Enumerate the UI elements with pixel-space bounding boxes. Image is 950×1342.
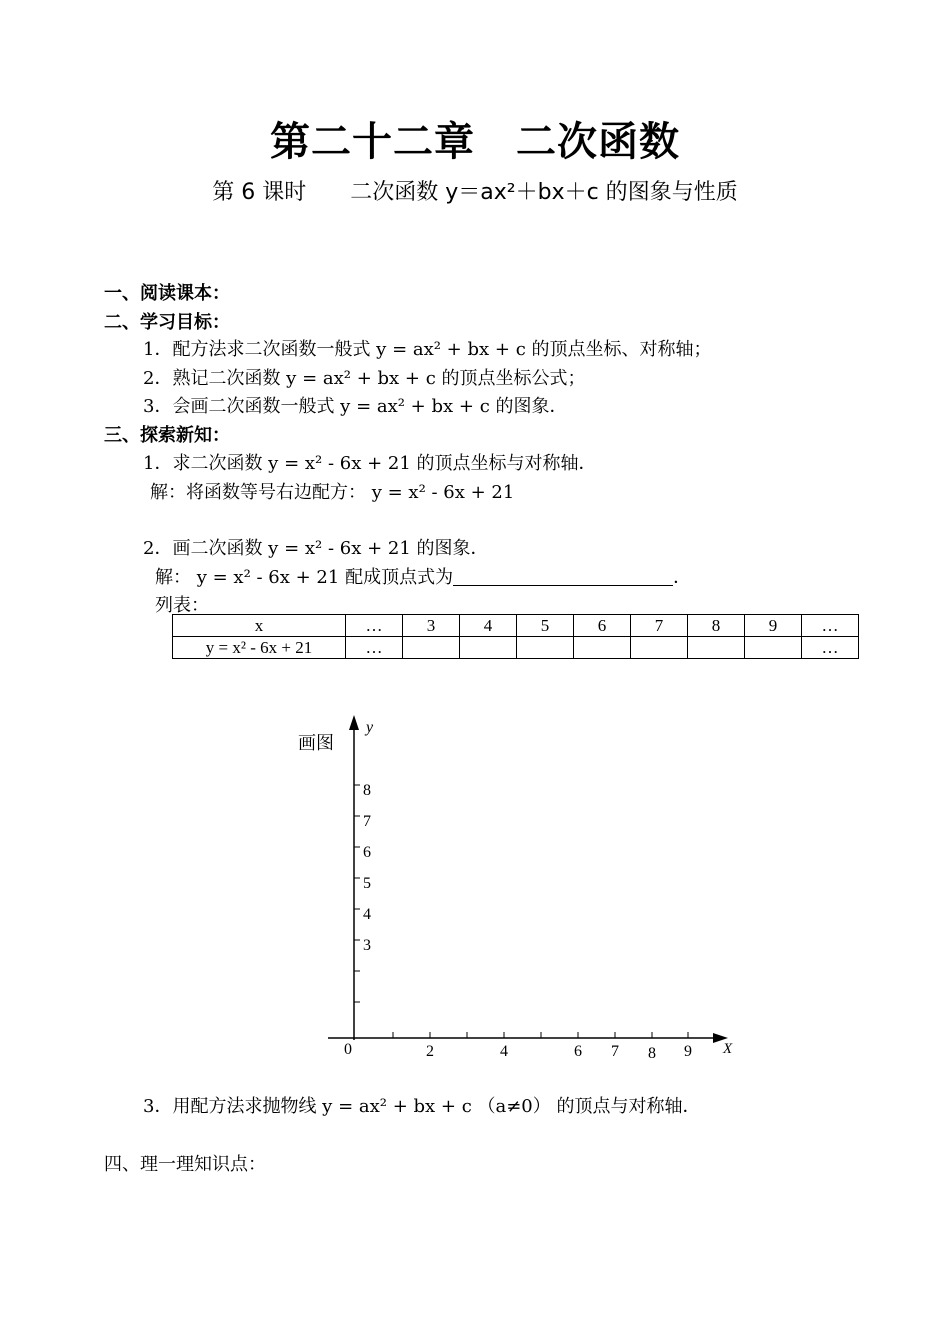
y-ticks xyxy=(354,785,360,1002)
table-cell: … xyxy=(346,637,403,659)
table-cell: y = x² - 6x + 21 xyxy=(173,637,346,659)
explore-question-3: 3．用配方法求抛物线 y = ax² + bx + c （a≠0） 的顶点与对称轴． xyxy=(143,1096,701,1117)
draw-label: 画图 xyxy=(298,733,334,754)
table-cell: 3 xyxy=(403,615,460,637)
x-tick-label: 2 xyxy=(426,1043,434,1060)
table-cell: 5 xyxy=(517,615,574,637)
table-cell: … xyxy=(802,637,859,659)
value-table xyxy=(172,614,859,659)
y-tick-label: 7 xyxy=(363,813,371,830)
table-cell[interactable] xyxy=(403,637,460,659)
table-cell[interactable] xyxy=(460,637,517,659)
x-tick-label: 6 xyxy=(574,1043,582,1060)
explore-answer-2 xyxy=(155,563,691,589)
table-cell: … xyxy=(802,615,859,637)
table-cell[interactable] xyxy=(517,637,574,659)
goal-3: 3．会画二次函数一般式 y = ax² + bx + c 的图象． xyxy=(143,396,568,417)
lesson-subtitle: 第 6 课时 二次函数 y＝ax²＋bx＋c 的图象与性质 xyxy=(212,180,738,205)
table-cell: 9 xyxy=(745,615,802,637)
goal-2: 2．熟记二次函数 y = ax² + bx + c 的顶点坐标公式； xyxy=(143,368,586,389)
y-tick-label: 5 xyxy=(363,875,371,892)
x-tick-label: 8 xyxy=(648,1045,656,1062)
y-axis-label: y xyxy=(366,719,374,736)
table-cell[interactable] xyxy=(745,637,802,659)
table-cell: 6 xyxy=(574,615,631,637)
x-tick-label: 9 xyxy=(684,1043,692,1060)
section-summary: 四、理一理知识点： xyxy=(104,1154,266,1175)
y-axis-arrow xyxy=(349,715,359,730)
x-ticks xyxy=(393,1032,688,1038)
x-tick-label: 7 xyxy=(611,1043,619,1060)
y-tick-label: 8 xyxy=(363,782,371,799)
answer-2-end: ． xyxy=(673,567,692,588)
answer-blank[interactable] xyxy=(453,567,673,586)
table-cell[interactable] xyxy=(574,637,631,659)
chapter-title: 第二十二章 二次函数 xyxy=(270,119,680,165)
table-cell[interactable] xyxy=(631,637,688,659)
table-row xyxy=(173,615,859,637)
table-cell: 7 xyxy=(631,615,688,637)
goal-1: 1．配方法求二次函数一般式 y = ax² + bx + c 的顶点坐标、对称轴； xyxy=(143,339,712,360)
origin-label: 0 xyxy=(344,1041,352,1058)
table-cell: x xyxy=(173,615,346,637)
x-tick-label: 4 xyxy=(500,1043,508,1060)
section-goals: 二、学习目标： xyxy=(104,312,230,333)
coordinate-grid xyxy=(290,700,750,1070)
explore-question-1: 1．求二次函数 y = x² - 6x + 21 的顶点坐标与对称轴． xyxy=(143,453,597,474)
answer-2-text: 解： y = x² - 6x + 21 配成顶点式为 xyxy=(155,567,454,588)
x-axis-label: X xyxy=(723,1041,733,1057)
section-explore: 三、探索新知： xyxy=(104,425,230,446)
table-cell: … xyxy=(346,615,403,637)
y-tick-label: 6 xyxy=(363,844,371,861)
table-cell[interactable] xyxy=(688,637,745,659)
section-reading: 一、阅读课本： xyxy=(104,283,230,304)
explore-answer-1: 解：将函数等号右边配方： y = x² - 6x + 21 xyxy=(150,482,515,503)
table-cell: 8 xyxy=(688,615,745,637)
list-label: 列表： xyxy=(155,595,209,616)
y-tick-label: 4 xyxy=(363,906,371,923)
y-tick-label: 3 xyxy=(363,937,371,954)
table-row xyxy=(173,637,859,659)
table-cell: 4 xyxy=(460,615,517,637)
explore-question-2: 2．画二次函数 y = x² - 6x + 21 的图象． xyxy=(143,538,489,559)
